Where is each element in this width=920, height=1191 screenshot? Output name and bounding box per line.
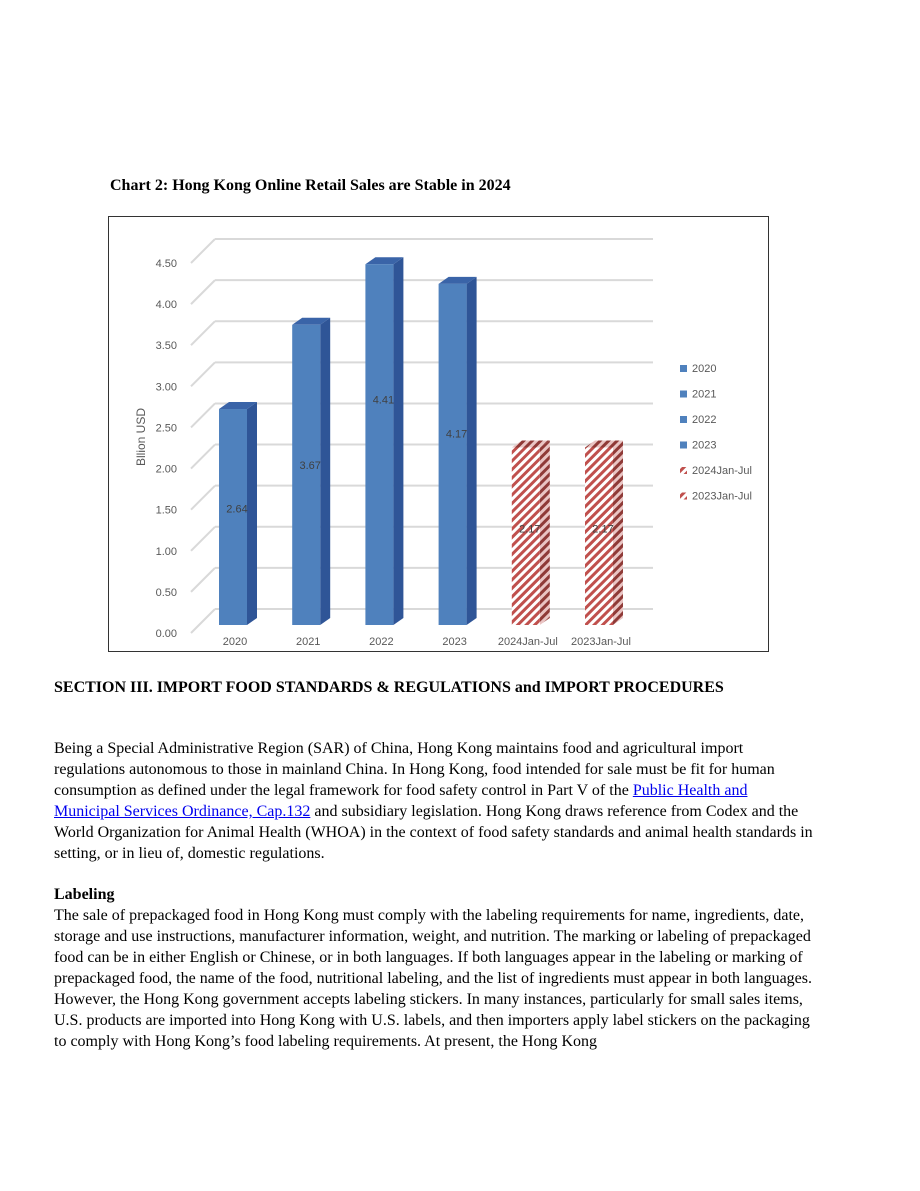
gridline-diagonal	[191, 609, 215, 633]
bar-2023	[439, 277, 477, 625]
x-tick-label: 2023	[442, 636, 467, 648]
bar-side	[393, 257, 403, 625]
legend-swatch	[680, 365, 687, 372]
bar-front	[512, 447, 540, 625]
gridline-diagonal	[191, 362, 215, 386]
bar-front	[585, 447, 613, 625]
bar-front	[219, 409, 247, 625]
section-heading: SECTION III. IMPORT FOOD STANDARDS & REGULATIONS and IMPORT PROCEDURES	[54, 679, 724, 696]
legend-item	[680, 465, 752, 477]
paragraph-labeling: The sale of prepackaged food in Hong Kong must comply with the labeling requirements for name, ingredients, date, storage and use instructions, manufacturer information, weight, and nutrition. The marking or labeling of prepackaged food can be in either English or Chinese, or in both languages. If both languages appear in the labeling or marking of prepackaged food, the name of the food, nutritional labeling, and the list of ingredients must appear in both languages. However, the Hong Kong government accepts labeling stickers. In many instances, particularly for small sales items, U.S. products are imported into Hong Kong with U.S. labels, and then importers apply label stickers on the packaging to comply with Hong Kong’s food labeling requirements. At present, the Hong Kong	[54, 907, 813, 1050]
y-tick-label: 1.00	[155, 545, 177, 558]
data-label: 4.41	[372, 394, 395, 407]
legend-item	[680, 414, 716, 426]
legend-item	[680, 363, 716, 375]
bar-side	[540, 440, 550, 625]
paragraph-import-regulations	[54, 738, 814, 864]
legend-item	[680, 389, 716, 401]
gridline-diagonal	[191, 486, 215, 510]
y-tick-label: 2.50	[155, 422, 177, 435]
bar-chart	[109, 217, 768, 651]
y-tick-label: 3.50	[155, 340, 177, 353]
x-tick-label: 2022	[369, 636, 394, 648]
legend-swatch	[680, 467, 687, 474]
gridline-diagonal	[191, 403, 215, 427]
legend-label: 2021	[692, 388, 717, 401]
legend-label: 2023Jan-Jul	[692, 490, 752, 503]
legend-item	[680, 491, 752, 503]
data-label: 2.17	[519, 523, 541, 536]
paragraph-text-before-link: Being a Special Administrative Region (SAR) of China, Hong Kong maintains food and agricultural import regulations autonomous to those in mainland China. In Hong Kong, food intended for sale must be fit for human consumption as defined under the legal framework for food safety control in Part V of the	[54, 740, 775, 799]
gridline-diagonal	[191, 280, 215, 304]
legend-label: 2020	[692, 363, 717, 375]
ordinance-link[interactable]: Public Health and Municipal Services Ordinance, Cap.132	[54, 782, 748, 820]
legend-swatch	[680, 442, 687, 449]
data-label: 3.67	[299, 459, 321, 472]
legend-swatch	[680, 391, 687, 398]
legend-label: 2022	[692, 414, 717, 426]
x-tick-label: 2020	[222, 636, 248, 648]
y-tick-label: 4.00	[155, 299, 177, 312]
paragraph-text-after-link: and subsidiary legislation. Hong Kong draws reference from Codex and the World Organization for Animal Health (WHOA) in the context of food safety standards and animal health standards in setting, or in lieu of, domestic regulations.	[54, 803, 813, 862]
labeling-heading: Labeling	[54, 886, 115, 903]
bar-front	[365, 264, 393, 625]
bar-side	[247, 402, 257, 625]
legend-item	[680, 440, 716, 452]
data-label: 4.17	[445, 428, 468, 441]
bar-front	[439, 284, 467, 625]
data-label: 2.17	[592, 523, 614, 536]
x-tick-label: 2021	[295, 636, 321, 648]
gridline-diagonal	[191, 445, 215, 469]
chart-title: Chart 2: Hong Kong Online Retail Sales are Stable in 2024	[110, 177, 511, 194]
bar-2022	[365, 257, 403, 625]
legend-swatch	[680, 493, 687, 500]
y-tick-label: 0.00	[155, 628, 177, 640]
y-tick-label: 2.00	[155, 463, 177, 476]
gridline-diagonal	[191, 321, 215, 345]
y-tick-label: 4.50	[155, 258, 177, 270]
y-axis-label: Bllion USD	[134, 407, 148, 467]
gridline-diagonal	[191, 239, 215, 263]
bar-side	[613, 440, 623, 625]
legend-label: 2024Jan-Jul	[692, 465, 752, 477]
bar-front	[292, 325, 320, 625]
gridline-diagonal	[191, 527, 215, 551]
y-tick-label: 0.50	[155, 586, 177, 599]
x-tick-label: 2023Jan-Jul	[571, 636, 631, 648]
bar-side	[320, 318, 330, 625]
legend-label: 2023	[692, 439, 717, 452]
y-tick-label: 3.00	[155, 381, 177, 394]
bar-side	[467, 277, 477, 625]
gridline-diagonal	[191, 568, 215, 592]
legend-swatch	[680, 416, 687, 423]
data-label: 2.64	[226, 503, 248, 516]
x-tick-label: 2024Jan-Jul	[497, 636, 558, 648]
chart-frame	[108, 216, 769, 652]
y-tick-label: 1.50	[155, 504, 177, 517]
